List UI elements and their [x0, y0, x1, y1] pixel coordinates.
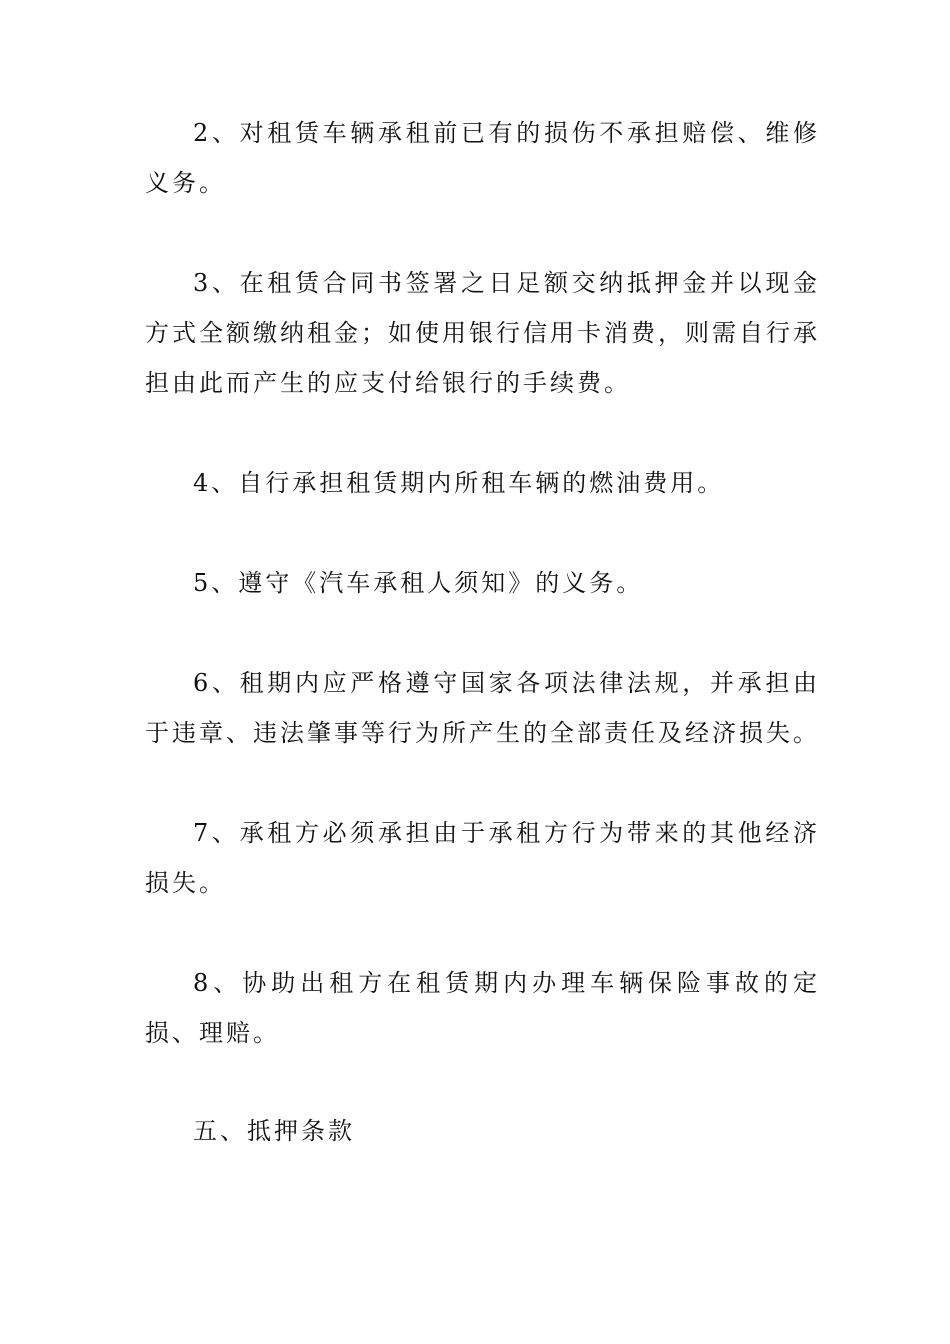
paragraph-item-7: 7、承租方必须承担由于承租方行为带来的其他经济损失。 [145, 819, 820, 897]
paragraph-item-3: 3、在租赁合同书签署之日足额交纳抵押金并以现金方式全额缴纳租金；如使用银行信用卡消费，则需自行承担由此而产生的应支付给银行的手续费。 [145, 269, 820, 397]
paragraph-item-2: 2、对租赁车辆承租前已有的损伤不承担赔偿、维修义务。 [145, 119, 820, 197]
section-heading-mortgage-clause: 五、抵押条款 [193, 1117, 355, 1145]
paragraph-item-4: 4、自行承担租赁期内所租车辆的燃油费用。 [193, 469, 725, 497]
paragraph-item-6: 6、租期内应严格遵守国家各项法律法规，并承担由于违章、违法肇事等行为所产生的全部责任及经济损失。 [145, 669, 820, 747]
paragraph-item-5: 5、遵守《汽车承租人须知》的义务。 [193, 569, 644, 597]
paragraph-item-8: 8、协助出租方在租赁期内办理车辆保险事故的定损、理赔。 [145, 969, 820, 1047]
